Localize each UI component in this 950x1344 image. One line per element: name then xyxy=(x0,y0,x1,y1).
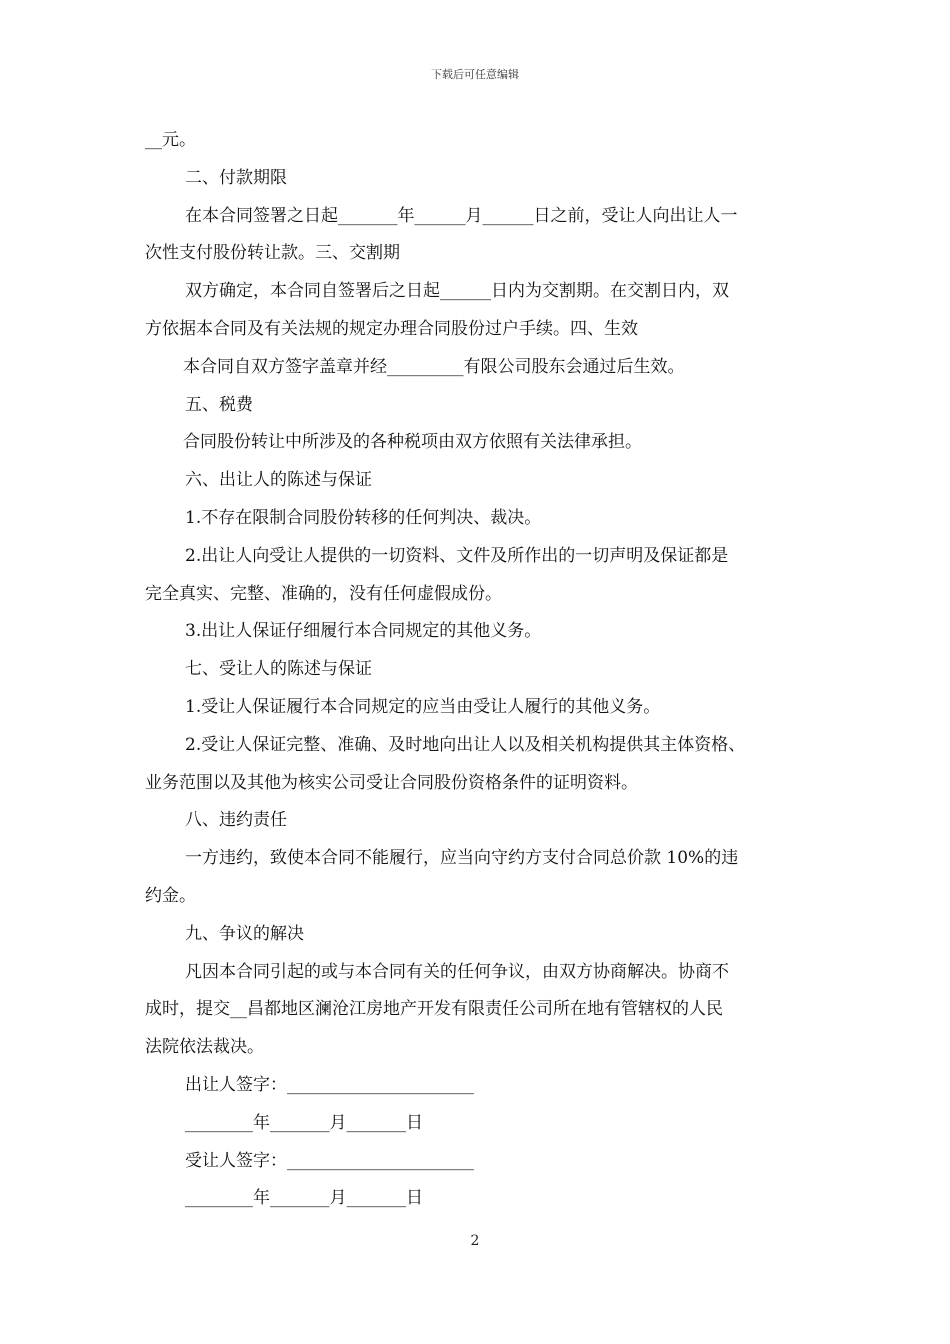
dispute-text-end: 法院依法裁决。 xyxy=(145,1037,264,1058)
section-heading-liability: 八、违约责任 xyxy=(185,810,287,831)
section-heading-payment-term: 二、付款期限 xyxy=(185,167,287,188)
page-header: 下载后可任意编辑 xyxy=(431,68,519,81)
document-body xyxy=(145,122,813,1218)
dispute-text-cont: 成时，提交__昌都地区澜沧江房地产开发有限责任公司所在地有管辖权的人民 xyxy=(145,999,723,1020)
taxes-text: 合同股份转让中所涉及的各种税项由双方依照有关法律承担。 xyxy=(183,432,642,453)
section-heading-transferee-warranty: 七、受让人的陈述与保证 xyxy=(185,659,372,680)
transferor-date-line: ________年_______月_______日 xyxy=(185,1112,423,1133)
dispute-text: 凡因本合同引起的或与本合同有关的任何争议，由双方协商解决。协商不 xyxy=(185,961,729,982)
delivery-period-text: 双方确定，本合同自签署后之日起______日内为交割期。在交割日内，双 xyxy=(185,281,729,302)
amount-line: __元。 xyxy=(145,130,196,150)
payment-term-text-cont: 次性支付股份转让款。三、交割期 xyxy=(145,243,400,264)
transferee-signature-line: 受让人签字：______________________ xyxy=(185,1150,474,1171)
liability-text: 一方违约，致使本合同不能履行，应当向守约方支付合同总价款 10%的违 xyxy=(185,848,739,869)
section-heading-transferor-warranty: 六、出让人的陈述与保证 xyxy=(185,470,372,491)
transferee-warranty-item-2: 2.受让人保证完整、准确、及时地向出让人以及相关机构提供其主体资格、 xyxy=(185,734,746,755)
transferee-date-line: ________年_______月_______日 xyxy=(185,1188,423,1209)
delivery-period-text-cont: 方依据本合同及有关法规的规定办理合同股份过户手续。四、生效 xyxy=(145,318,638,339)
transferor-signature-line: 出让人签字：______________________ xyxy=(185,1074,474,1095)
section-heading-taxes: 五、税费 xyxy=(185,394,253,415)
transferor-warranty-item-3: 3.出让人保证仔细履行本合同规定的其他义务。 xyxy=(185,621,542,642)
transferor-warranty-item-1: 1.不存在限制合同股份转移的任何判决、裁决。 xyxy=(185,507,542,528)
effectiveness-text: 本合同自双方签字盖章并经_________有限公司股东会通过后生效。 xyxy=(183,356,685,377)
page-number: 2 xyxy=(470,1233,480,1249)
transferor-warranty-item-2-cont: 完全真实、完整、准确的，没有任何虚假成份。 xyxy=(145,583,502,604)
liability-text-cont: 约金。 xyxy=(145,885,196,906)
transferee-warranty-item-1: 1.受让人保证履行本合同规定的应当由受让人履行的其他义务。 xyxy=(185,696,661,717)
payment-term-text: 在本合同签署之日起_______年______月______日之前，受让人向出让人一 xyxy=(185,205,738,226)
transferee-warranty-item-2-cont: 业务范围以及其他为核实公司受让合同股份资格条件的证明资料。 xyxy=(145,772,638,793)
section-heading-dispute: 九、争议的解决 xyxy=(185,923,304,944)
transferor-warranty-item-2: 2.出让人向受让人提供的一切资料、文件及所作出的一切声明及保证都是 xyxy=(185,545,729,566)
